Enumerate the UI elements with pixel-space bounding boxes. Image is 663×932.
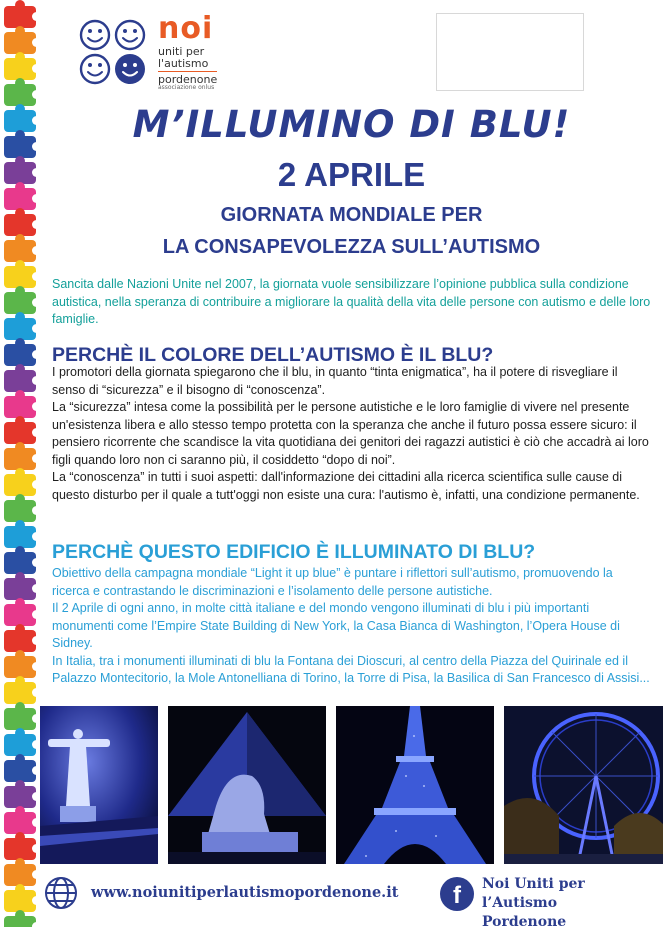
subtitle-line-2: LA CONSAPEVOLEZZA SULL’AUTISMO <box>162 236 541 258</box>
puzzle-piece <box>4 422 36 444</box>
puzzle-piece <box>4 110 36 132</box>
section-2-paragraph: Il 2 Aprile di ogni anno, in molte città italiane e del mondo vengono illuminati di blu i più importanti monumenti come l’Empire State Building di New York, la Casa Bianca di Washington, l’Opera House di Sidney. <box>52 601 620 650</box>
puzzle-piece <box>4 630 36 652</box>
puzzle-piece <box>4 526 36 548</box>
pyramid-sphinx-photo <box>168 706 326 864</box>
logo-line2a: uniti per <box>158 45 205 58</box>
intro-paragraph: Sancita dalle Nazioni Unite nel 2007, la giornata vuole sensibilizzare l’opinione pubblica sulla condizione autistica, nella speranza di contribuire a migliorare la qualità della vita delle persone con autismo e delle loro famiglie. <box>52 277 651 326</box>
section-1-body <box>52 364 652 504</box>
section-2-paragraph: In Italia, tra i monumenti illuminati di blu la Fontana dei Dioscuri, al centro della Piazza del Quirinale ed il Palazzo Montecitorio, la Mole Antonelliana di Torino, la Torre di Pisa, la Basilica di San Francesco di Assisi... <box>52 653 650 685</box>
puzzle-piece <box>4 578 36 600</box>
puzzle-piece <box>4 786 36 808</box>
puzzle-piece <box>4 604 36 626</box>
puzzle-piece <box>4 682 36 704</box>
puzzle-piece <box>4 656 36 678</box>
puzzle-piece <box>4 214 36 236</box>
four-smiley-faces-icon <box>78 18 150 86</box>
website-link[interactable]: www.noiunitiperlautismopordenone.it <box>91 884 399 901</box>
puzzle-piece <box>4 318 36 340</box>
globe-icon <box>44 876 78 914</box>
section-2-body <box>52 565 652 688</box>
section-1-paragraph: La “conoscenza” in tutti i suoi aspetti: dall'informazione dei cittadini alla ricerca scientifica sulle cause di questo disturbo per il quale a tutt'oggi non esiste una cura: l'autismo è, infatti, una condizione permanente. <box>52 470 640 502</box>
puzzle-piece <box>4 292 36 314</box>
section-2-paragraph: Obiettivo della campagna mondiale “Light it up blue” è puntare i riflettori sull’autismo, promuovendo la ricerca e contrastando le discriminazioni e l’isolamento delle persone autistiche. <box>52 566 613 598</box>
subtitle-line-1: GIORNATA MONDIALE PER <box>220 204 483 226</box>
section-1-paragraph: La “sicurezza” intesa come la possibilità per le persone autistiche e le loro famiglie di vivere nel presente un'esistenza libera e allo stesso tempo protetta con la speranza che anche il futuro possa essere sicuro: il pensiero ricorrente che scandisce la vita quotidiana dei genitori dei ragazzi autistici è ciò che accadrà ai loro figli quando loro non ci saranno più, il cosiddetto “dopo di noi”. <box>52 400 649 467</box>
christ-redeemer-photo <box>40 706 158 864</box>
puzzle-piece <box>4 370 36 392</box>
photo-strip <box>40 706 663 864</box>
facebook-page-city: Pordenone <box>482 914 567 930</box>
facebook-page-link[interactable] <box>482 875 663 932</box>
puzzle-piece <box>4 344 36 366</box>
subtitle <box>40 199 663 263</box>
puzzle-piece <box>4 552 36 574</box>
puzzle-piece <box>4 734 36 756</box>
london-eye-photo <box>504 706 663 864</box>
puzzle-piece <box>4 396 36 418</box>
puzzle-piece <box>4 136 36 158</box>
puzzle-piece <box>4 500 36 522</box>
section-2-heading: PERCHÈ QUESTO EDIFICIO È ILLUMINATO DI BLU? <box>52 541 536 563</box>
puzzle-piece <box>4 188 36 210</box>
logo-city: pordenone <box>158 73 218 87</box>
empty-box <box>436 13 584 91</box>
puzzle-piece <box>4 32 36 54</box>
puzzle-piece <box>4 240 36 262</box>
date-title: 2 APRILE <box>277 156 426 193</box>
section-1-heading: PERCHÈ IL COLORE DELL’AUTISMO È IL BLU? <box>52 344 494 366</box>
facebook-icon[interactable]: f <box>440 877 474 911</box>
puzzle-piece <box>4 448 36 470</box>
puzzle-piece <box>4 760 36 782</box>
main-title: M’ILLUMINO DI BLU! <box>132 103 571 146</box>
puzzle-piece <box>4 6 36 28</box>
puzzle-piece <box>4 58 36 80</box>
logo-subtitle: associazione onlus <box>158 84 215 92</box>
section-1-paragraph: I promotori della giornata spiegarono che il blu, in quanto “tinta enigmatica”, ha il potere di risvegliare il senso di “sicurezza” e il bisogno di “conoscenza”. <box>52 365 618 397</box>
puzzle-piece <box>4 864 36 886</box>
puzzle-piece <box>4 838 36 860</box>
eiffel-tower-photo <box>336 706 494 864</box>
logo-line2b: l'autismo <box>158 56 209 70</box>
puzzle-piece <box>4 812 36 834</box>
puzzle-piece <box>4 474 36 496</box>
association-logo <box>78 11 238 92</box>
puzzle-piece <box>4 266 36 288</box>
puzzle-piece <box>4 84 36 106</box>
puzzle-piece <box>4 708 36 730</box>
logo-word: noi <box>158 11 214 46</box>
puzzle-piece <box>4 890 36 912</box>
puzzle-border <box>0 0 40 927</box>
facebook-page-name: Noi Uniti per l’Autismo <box>482 876 585 911</box>
puzzle-piece <box>4 162 36 184</box>
puzzle-piece <box>4 916 36 927</box>
